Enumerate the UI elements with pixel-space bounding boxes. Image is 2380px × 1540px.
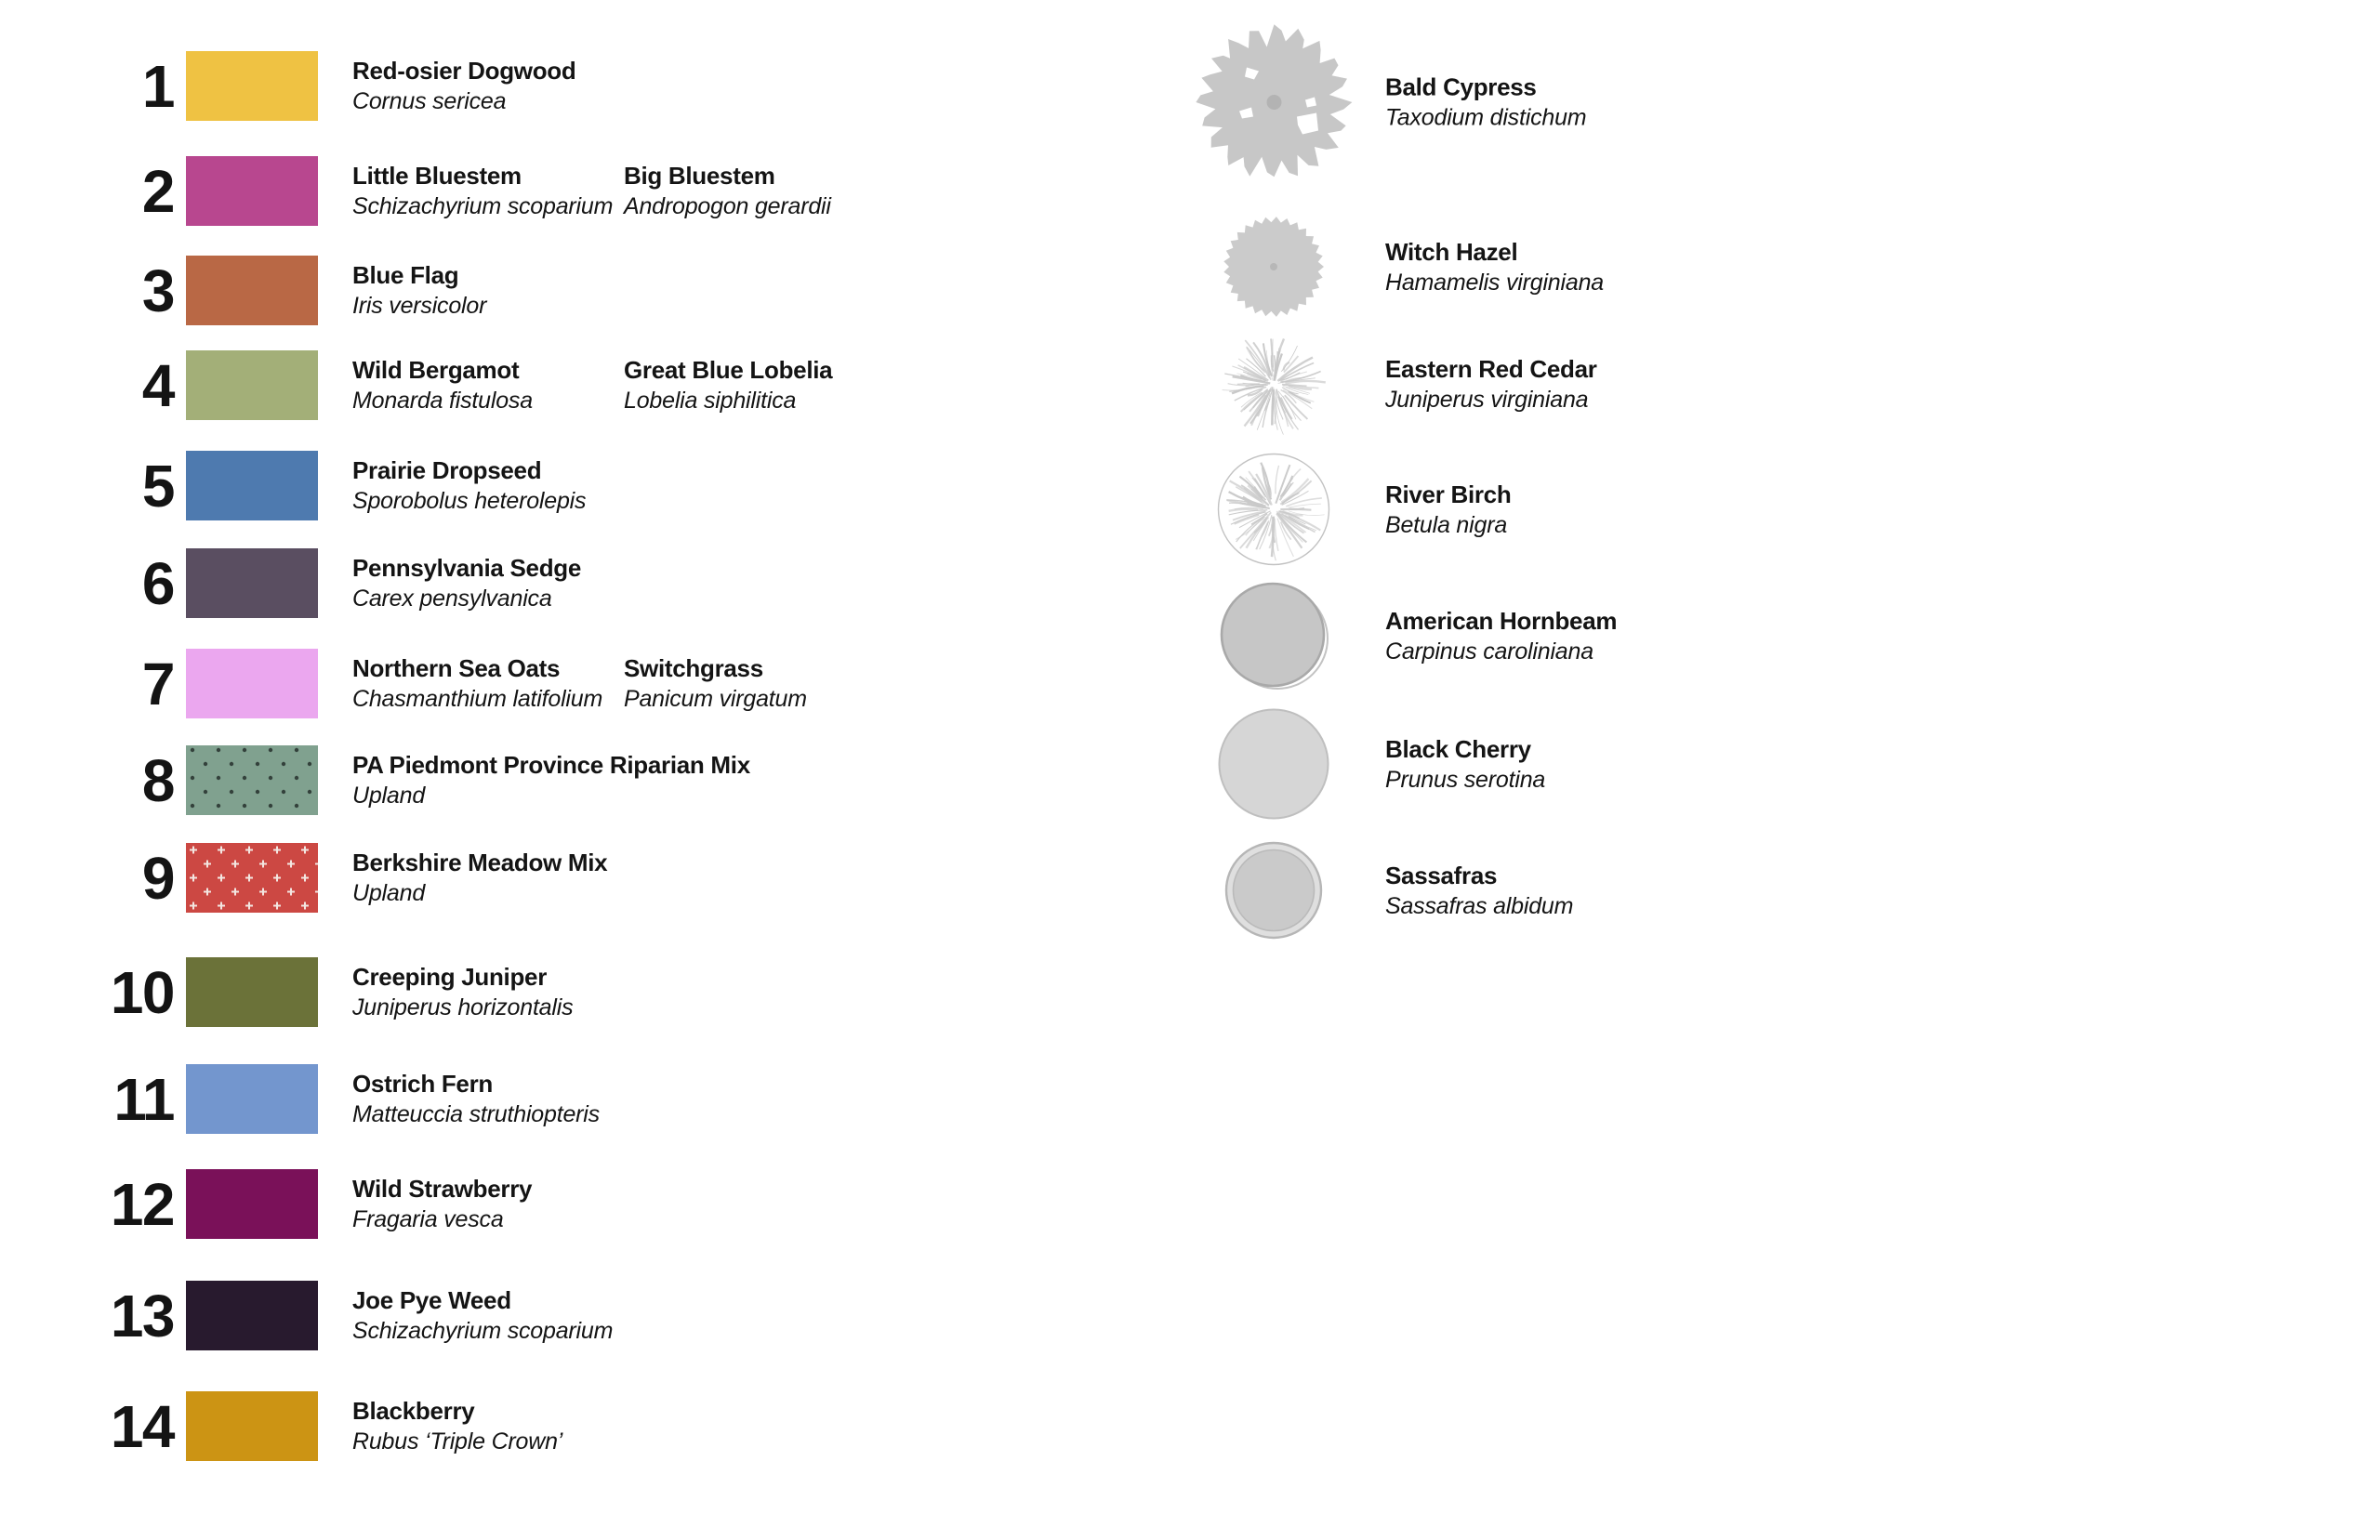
plant-legend-row (107, 649, 816, 718)
tree-scientific-name: Sassafras albidum (1385, 892, 1574, 919)
plant-number: 5 (141, 452, 174, 520)
tree-labels (1385, 861, 1573, 921)
tree-legend-row (1190, 21, 1586, 184)
plant-common-name: Wild Strawberry (352, 1175, 533, 1203)
plant-legend-row (107, 1064, 624, 1134)
tree-common-name: River Birch (1385, 480, 1512, 508)
species-block (624, 355, 841, 415)
tree-legend-row (1190, 579, 1617, 692)
tree-legend-row (1190, 215, 1604, 319)
plant-scientific-name: Lobelia siphilitica (624, 388, 797, 414)
tree-common-name: Witch Hazel (1385, 237, 1518, 266)
plant-scientific-name: Fragaria vesca (352, 1206, 504, 1232)
plant-number: 12 (110, 1170, 174, 1238)
tree-scientific-name: Taxodium distichum (1385, 104, 1587, 131)
species-block (352, 1069, 624, 1129)
plant-scientific-name: Upland (352, 880, 426, 906)
tree-scientific-name: Betula nigra (1385, 511, 1508, 538)
american-hornbeam-canopy-icon (1217, 579, 1330, 692)
tree-legend-row (1190, 451, 1511, 568)
tree-labels (1385, 734, 1545, 795)
plant-scientific-name: Iris versicolor (352, 293, 487, 319)
plus-pattern-overlay (186, 843, 318, 913)
plant-color-swatch (186, 843, 318, 913)
plant-common-name: Pennsylvania Sedge (352, 554, 582, 582)
plant-number: 3 (141, 257, 174, 324)
plant-labels (352, 56, 624, 116)
species-block (352, 161, 624, 221)
tree-legend-row (1190, 328, 1597, 440)
plant-color-swatch (186, 451, 318, 520)
plant-labels (352, 653, 816, 714)
plant-scientific-name: Rubus ‘Triple Crown’ (352, 1428, 563, 1454)
plant-color-swatch (186, 350, 318, 420)
tree-scientific-name: Prunus serotina (1385, 766, 1546, 793)
tree-symbol-cell (1190, 706, 1357, 822)
tree-common-name: Black Cherry (1385, 734, 1531, 763)
plant-labels (352, 1174, 624, 1234)
tree-symbol-cell (1190, 838, 1357, 942)
plant-legend-row (107, 1281, 624, 1350)
plant-legend-row (107, 350, 841, 420)
plant-legend-row (107, 156, 840, 226)
tree-scientific-name: Carpinus caroliniana (1385, 638, 1593, 665)
plant-color-swatch (186, 256, 318, 325)
species-block (352, 653, 624, 714)
plant-number: 10 (110, 958, 174, 1026)
tree-scientific-name: Juniperus virginiana (1385, 386, 1589, 413)
plant-labels (352, 455, 624, 516)
species-block (352, 355, 624, 415)
tree-symbol-cell (1190, 215, 1357, 319)
plant-scientific-name: Cornus sericea (352, 88, 507, 114)
tree-labels (1385, 480, 1511, 540)
plant-labels (352, 553, 624, 613)
plant-number: 1 (141, 52, 174, 120)
tree-common-name: Bald Cypress (1385, 72, 1537, 101)
plant-common-name: Switchgrass (624, 654, 763, 682)
species-block (352, 750, 750, 810)
plant-color-swatch (186, 649, 318, 718)
tree-symbol-cell (1190, 451, 1357, 568)
plant-common-name: Northern Sea Oats (352, 654, 561, 682)
species-block (352, 553, 624, 613)
plant-legend-row (107, 451, 624, 520)
plant-common-name: Joe Pye Weed (352, 1286, 511, 1314)
plant-common-name: Red-osier Dogwood (352, 57, 576, 85)
witch-hazel-canopy-icon (1222, 215, 1326, 319)
plant-labels (352, 1396, 624, 1456)
plant-common-name: Wild Bergamot (352, 356, 520, 384)
plant-scientific-name: Matteuccia struthiopteris (352, 1101, 600, 1127)
plant-color-swatch (186, 745, 318, 815)
tree-common-name: Eastern Red Cedar (1385, 354, 1597, 383)
plant-color-swatch (186, 51, 318, 121)
plant-common-name: Blackberry (352, 1397, 475, 1425)
tree-labels (1385, 354, 1597, 415)
dot-pattern-overlay (186, 745, 318, 815)
plant-color-swatch (186, 156, 318, 226)
species-block (352, 848, 624, 908)
species-block (352, 455, 624, 516)
plant-scientific-name: Carex pensylvanica (352, 586, 552, 612)
species-block (624, 653, 816, 714)
tree-labels (1385, 72, 1586, 133)
tree-scientific-name: Hamamelis virginiana (1385, 269, 1604, 296)
plant-number: 6 (141, 549, 174, 617)
plant-color-swatch (186, 1169, 318, 1239)
plant-labels (352, 1285, 624, 1346)
plant-legend-row (107, 957, 624, 1027)
plant-scientific-name: Andropogon gerardii (624, 193, 831, 219)
plant-labels (352, 355, 841, 415)
plant-labels (352, 848, 624, 908)
plant-scientific-name: Panicum virgatum (624, 686, 807, 712)
plant-color-swatch (186, 1281, 318, 1350)
species-block (352, 1174, 624, 1234)
plant-common-name: PA Piedmont Province Riparian Mix (352, 751, 750, 779)
plant-scientific-name: Sporobolus heterolepis (352, 488, 587, 514)
plant-labels (352, 260, 624, 321)
species-block (352, 962, 624, 1022)
plant-common-name: Creeping Juniper (352, 963, 548, 991)
plant-labels (352, 161, 840, 221)
eastern-red-cedar-canopy-icon (1218, 328, 1329, 440)
plant-color-swatch (186, 957, 318, 1027)
plant-common-name: Prairie Dropseed (352, 456, 542, 484)
sassafras-canopy-icon (1222, 838, 1326, 942)
plant-color-swatch (186, 1391, 318, 1461)
plant-common-name: Blue Flag (352, 261, 459, 289)
plant-color-swatch (186, 548, 318, 618)
species-block (352, 1285, 624, 1346)
species-block (352, 1396, 624, 1456)
plant-labels (352, 1069, 624, 1129)
plant-number: 9 (141, 844, 174, 912)
plant-common-name: Berkshire Meadow Mix (352, 849, 608, 876)
tree-symbol-cell (1190, 328, 1357, 440)
plant-scientific-name: Upland (352, 783, 426, 809)
bald-cypress-canopy-icon (1193, 21, 1355, 184)
plant-number: 14 (110, 1392, 174, 1460)
plant-common-name: Great Blue Lobelia (624, 356, 833, 384)
tree-common-name: American Hornbeam (1385, 606, 1618, 635)
plant-number: 7 (141, 650, 174, 717)
tree-common-name: Sassafras (1385, 861, 1498, 889)
plant-common-name: Little Bluestem (352, 162, 522, 190)
tree-labels (1385, 606, 1617, 666)
river-birch-canopy-icon (1215, 451, 1332, 568)
plant-legend-row (107, 843, 624, 913)
plant-common-name: Ostrich Fern (352, 1070, 493, 1098)
plant-legend-row (107, 1169, 624, 1239)
plant-legend-row (107, 256, 624, 325)
black-cherry-canopy-icon (1216, 706, 1331, 822)
plant-scientific-name: Schizachyrium scoparium (352, 1318, 614, 1344)
plant-legend-row (107, 51, 624, 121)
species-block (352, 260, 624, 321)
tree-symbol-cell (1190, 21, 1357, 184)
tree-labels (1385, 237, 1604, 297)
plant-number: 13 (110, 1282, 174, 1349)
plant-labels (352, 962, 624, 1022)
species-block (352, 56, 624, 116)
plant-number: 2 (141, 157, 174, 225)
tree-symbol-cell (1190, 579, 1357, 692)
plant-number: 11 (113, 1065, 174, 1133)
plant-color-swatch (186, 1064, 318, 1134)
plant-number: 4 (141, 351, 174, 419)
plant-legend-row (107, 548, 624, 618)
plant-scientific-name: Juniperus horizontalis (352, 994, 574, 1020)
plant-labels (352, 750, 750, 810)
plant-common-name: Big Bluestem (624, 162, 775, 190)
species-block (624, 161, 840, 221)
tree-legend-row (1190, 706, 1545, 822)
plant-scientific-name: Schizachyrium scoparium (352, 193, 614, 219)
plant-legend-row (107, 1391, 624, 1461)
plant-scientific-name: Monarda fistulosa (352, 388, 533, 414)
tree-legend-row (1190, 838, 1573, 942)
plant-scientific-name: Chasmanthium latifolium (352, 686, 603, 712)
plant-legend-row (107, 745, 750, 815)
plant-number: 8 (141, 746, 174, 814)
